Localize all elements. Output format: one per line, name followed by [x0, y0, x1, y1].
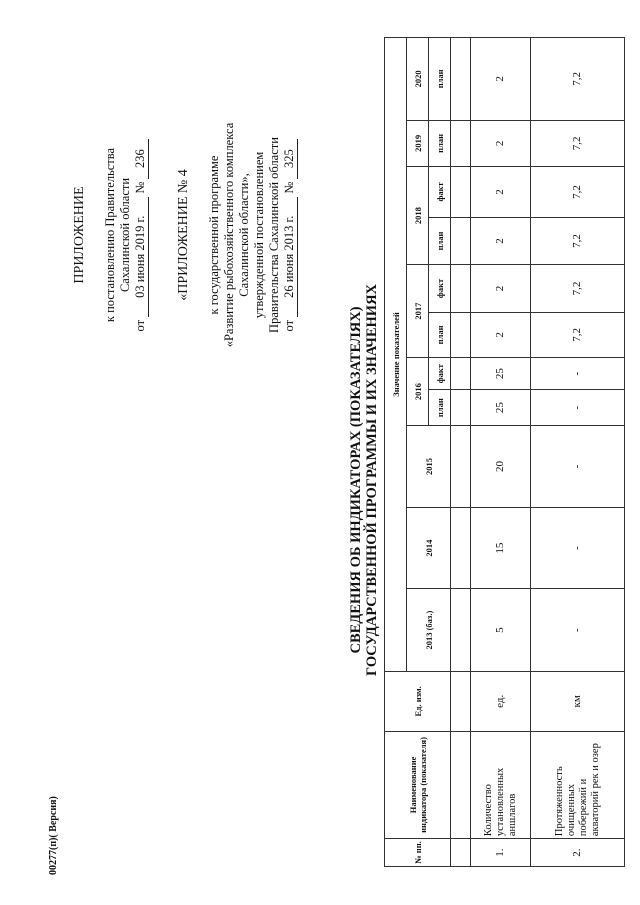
- header-plan: план: [429, 120, 451, 166]
- header-unit: Ед. изм.: [385, 671, 451, 731]
- header-year: 2019: [407, 120, 429, 166]
- cell-2020-plan: 7,2: [531, 38, 625, 121]
- header-plan: план: [429, 217, 451, 264]
- row-num: 1.: [471, 839, 531, 867]
- appendix4-heading: «ПРИЛОЖЕНИЕ № 4: [176, 169, 191, 301]
- cell-2016-plan: -: [531, 390, 625, 426]
- column-numbering-row: [451, 38, 471, 867]
- cell-2018-plan: 7,2: [531, 217, 625, 264]
- cell-2020-plan: 2: [471, 38, 531, 121]
- header-year: 2018: [407, 167, 429, 265]
- appendix4-date-line: [282, 85, 298, 385]
- cell-2018-fact: 2: [471, 167, 531, 218]
- appendix-date-line: [133, 85, 149, 385]
- appendix-line: Сахалинской области: [118, 177, 132, 293]
- header-plan: план: [429, 312, 451, 357]
- appendix4-line: Правительства Сахалинской области: [267, 137, 281, 333]
- header-year: 2017: [407, 265, 429, 358]
- cell-2016-fact: -: [531, 358, 625, 390]
- cell-2016-fact: 25: [471, 358, 531, 390]
- appendix4-line: к государственной программе: [207, 155, 221, 315]
- appendix-heading: ПРИЛОЖЕНИЕ: [72, 186, 87, 284]
- header-values: Значение показателей: [385, 38, 407, 672]
- title-line: СВЕДЕНИЯ ОБ ИНДИКАТОРАХ (ПОКАЗАТЕЛЯХ): [348, 306, 364, 654]
- cell-2014: -: [531, 507, 625, 589]
- header-year: 2020: [407, 38, 429, 121]
- cell-2019-plan: 7,2: [531, 120, 625, 166]
- row-num: 2.: [531, 839, 625, 867]
- row-name: Количество установленных аншлагов: [471, 731, 531, 838]
- appendix4-block: [176, 85, 298, 385]
- date-value: 03 июня 2019 г.: [133, 197, 149, 317]
- cell-2017-fact: 7,2: [531, 265, 625, 312]
- appendix4-line: «Развитие рыбохозяйственного комплекса: [222, 122, 236, 348]
- row-unit: км: [531, 671, 625, 731]
- header-year: 2015: [407, 426, 451, 508]
- appendix4-line: утвержденной постановлением: [252, 151, 266, 319]
- number-value: 236: [133, 139, 149, 179]
- cell-2018-fact: 7,2: [531, 167, 625, 218]
- number-value: 325: [282, 139, 298, 179]
- row-unit: ед.: [471, 671, 531, 731]
- header-year: 2013 (баз.): [407, 589, 451, 672]
- header-fact: факт: [429, 358, 451, 390]
- cell-2017-plan: 7,2: [531, 312, 625, 357]
- cell-2013: -: [531, 589, 625, 672]
- appendix-block: [72, 85, 149, 385]
- header-name: Наименование индикатора (показателя): [385, 731, 451, 838]
- title-line: ГОСУДАРСТВЕННОЙ ПРОГРАММЫ И ИХ ЗНАЧЕНИЯХ: [364, 283, 380, 677]
- cell-2017-fact: 2: [471, 265, 531, 312]
- appendix4-line: Сахалинской области»,: [237, 173, 251, 297]
- document-title: [348, 155, 380, 805]
- row-name: Протяженность очищенных побережий и акваторий рек и озер: [531, 731, 625, 838]
- header-fact: факт: [429, 265, 451, 312]
- cell-2015: 20: [471, 426, 531, 508]
- table-row: [471, 38, 531, 867]
- cell-2018-plan: 2: [471, 217, 531, 264]
- cell-2016-plan: 25: [471, 390, 531, 426]
- header-fact: факт: [429, 167, 451, 218]
- header-plan: план: [429, 38, 451, 121]
- version-note: 00277(п)( Версия): [48, 796, 59, 875]
- date-value: 26 июня 2013 г.: [282, 197, 298, 317]
- cell-2015: -: [531, 426, 625, 508]
- from-label: от: [282, 319, 296, 332]
- table-row: [531, 38, 625, 867]
- number-label: №: [282, 181, 296, 194]
- cell-2017-plan: 2: [471, 312, 531, 357]
- indicators-table: [384, 37, 625, 867]
- header-plan: план: [429, 390, 451, 426]
- header-num: № пп.: [385, 839, 451, 867]
- cell-2014: 15: [471, 507, 531, 589]
- number-label: №: [133, 181, 147, 194]
- header-year: 2014: [407, 507, 451, 589]
- from-label: от: [133, 319, 147, 332]
- cell-2013: 5: [471, 589, 531, 672]
- cell-2019-plan: 2: [471, 120, 531, 166]
- appendix-line: к постановлению Правительства: [103, 147, 117, 323]
- header-year: 2016: [407, 358, 429, 426]
